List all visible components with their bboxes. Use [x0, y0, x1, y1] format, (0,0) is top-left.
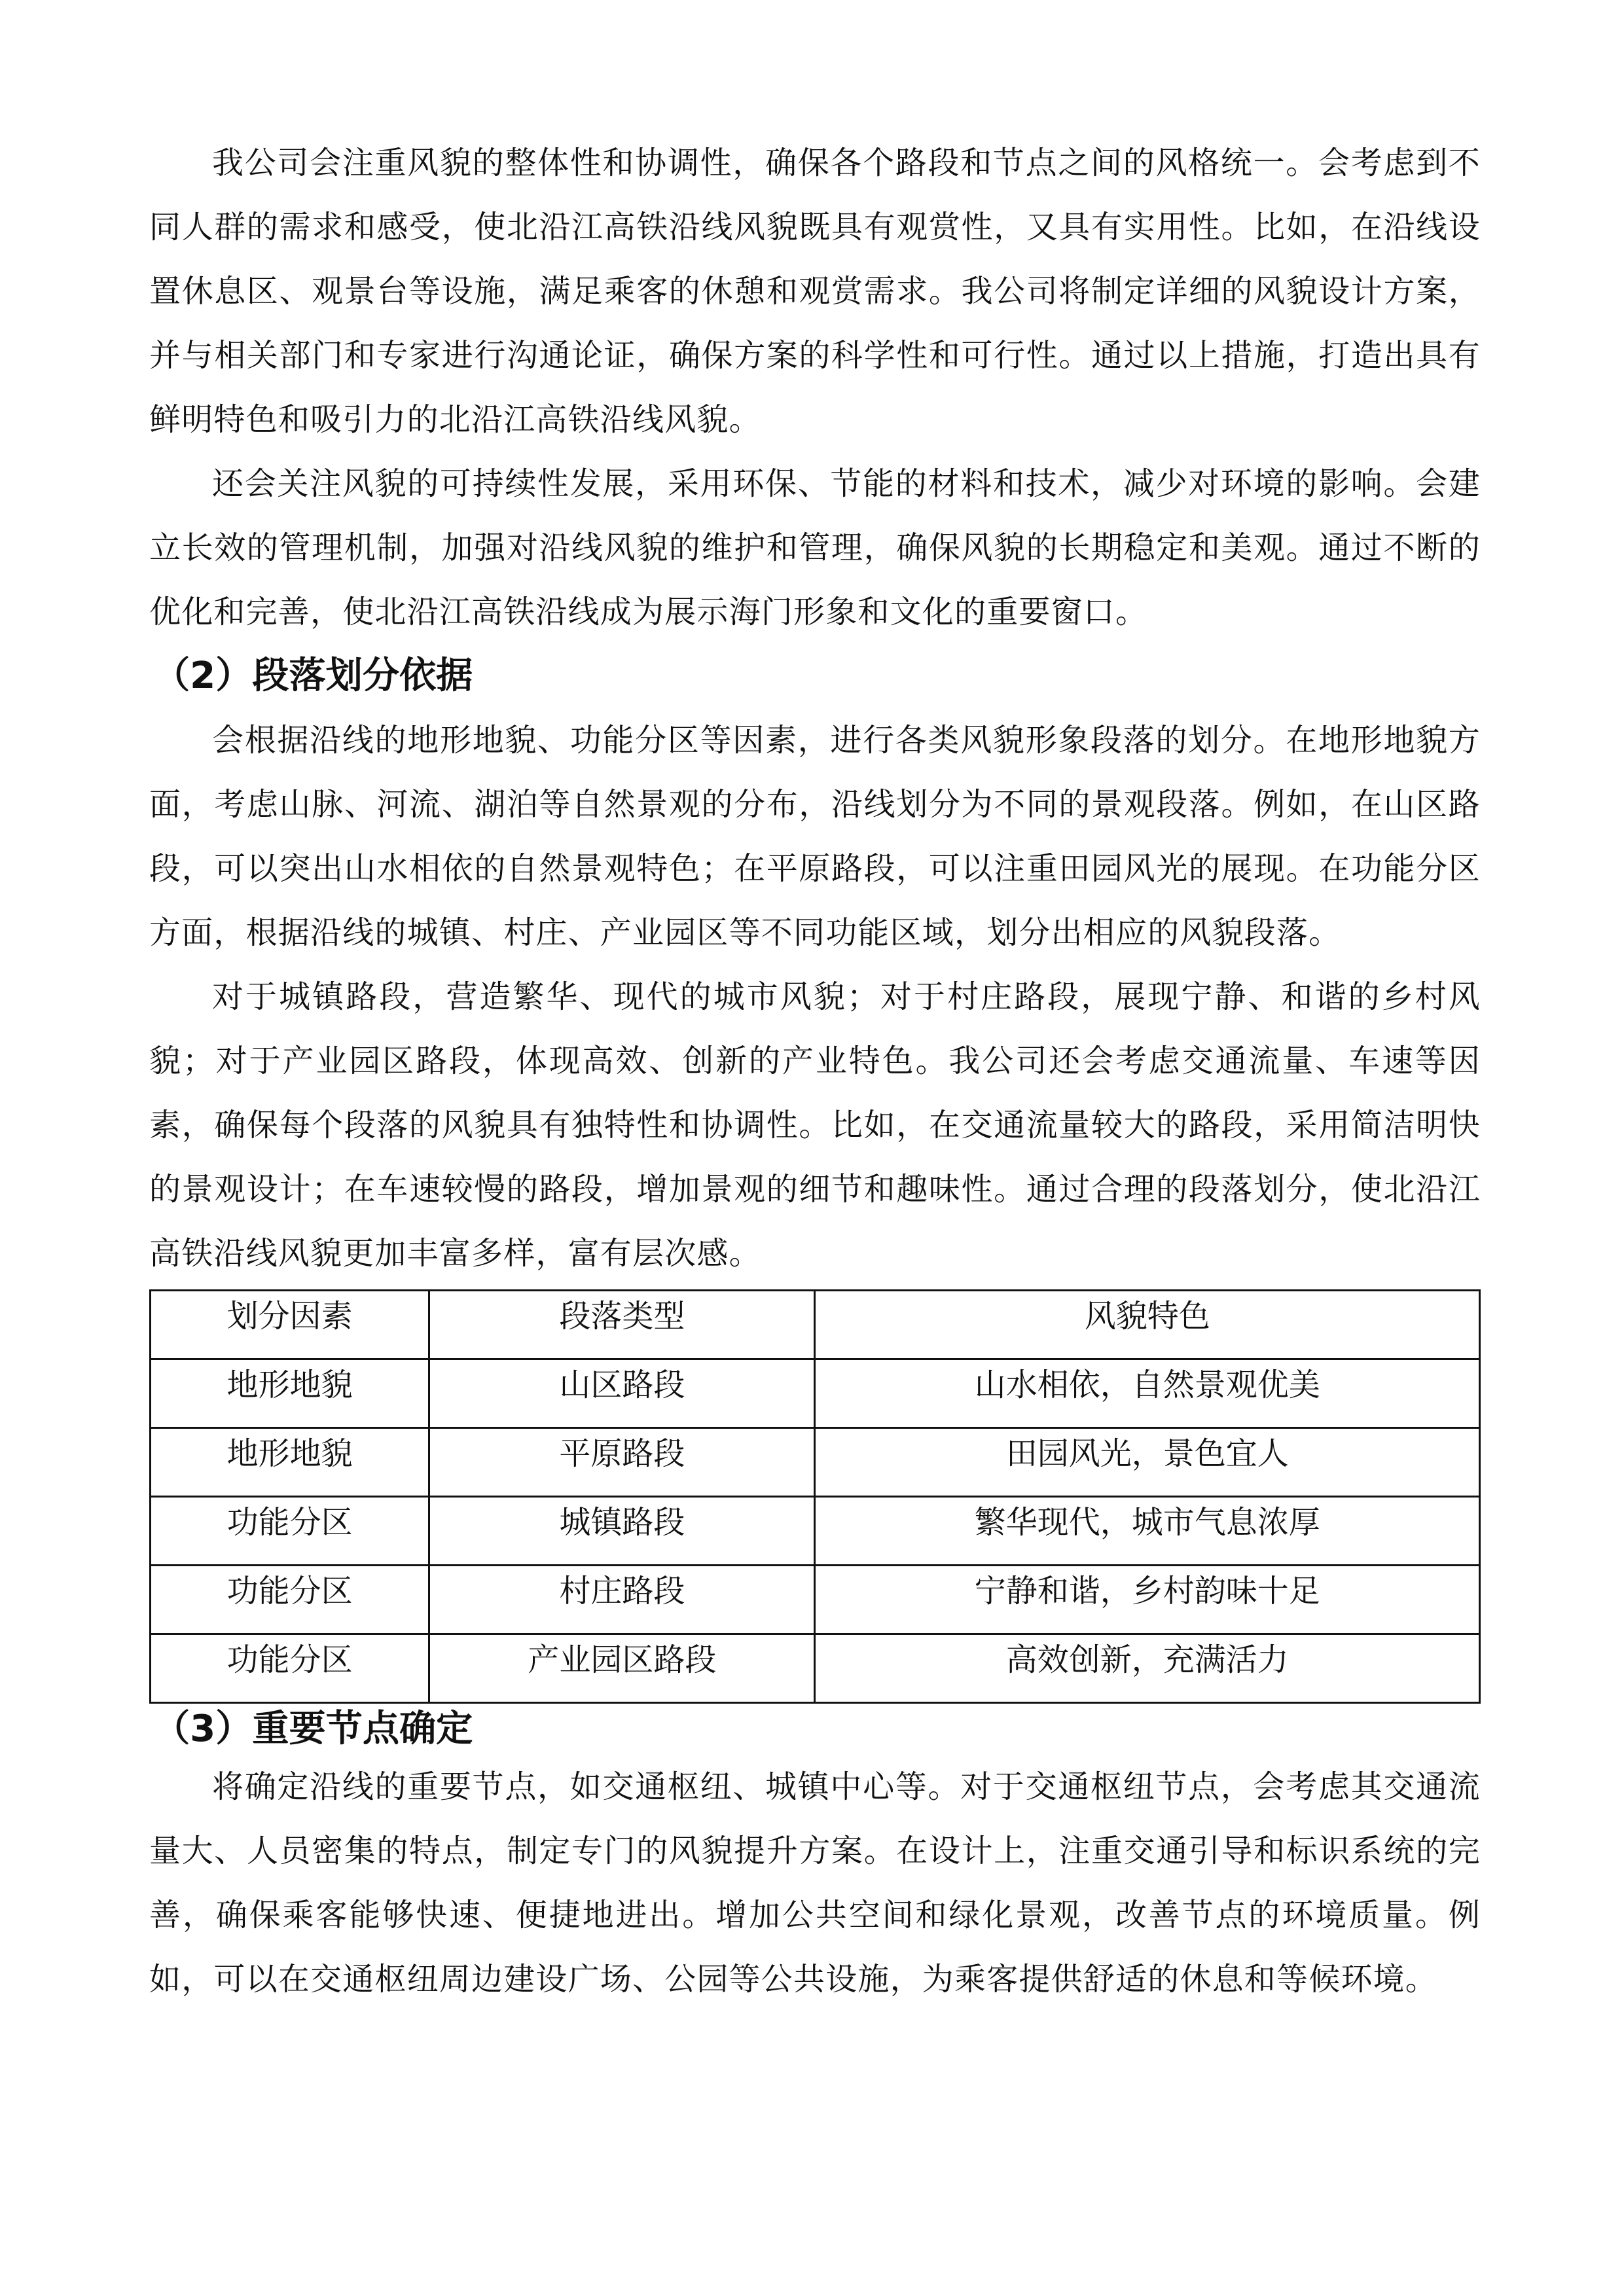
- table-row: [151, 1428, 1480, 1497]
- table-cell: 繁华现代，城市气息浓厚: [815, 1497, 1480, 1566]
- table-cell: 宁静和谐，乡村韵味十足: [815, 1566, 1480, 1634]
- table-header-cell: 段落类型: [429, 1291, 815, 1359]
- body-paragraph: 会根据沿线的地形地貌、功能分区等因素，进行各类风貌形象段落的划分。在地形地貌方面，考虑山脉、河流、湖泊等自然景观的分布，沿线划分为不同的景观段落。例如，在山区路段，可以突出山水相依的自然景观特色；在平原路段，可以注重田园风光的展现。在功能分区方面，根据沿线的城镇、村庄、产业园区等不同功能区域，划分出相应的风貌段落。: [149, 722, 1481, 951]
- table-cell: 功能分区: [151, 1566, 429, 1634]
- table-cell: 功能分区: [151, 1634, 429, 1703]
- table-header-row: [151, 1291, 1480, 1359]
- table-cell: 地形地貌: [151, 1359, 429, 1428]
- section-heading-segment-division: （2）段落划分依据: [153, 655, 473, 697]
- table-cell: 地形地貌: [151, 1428, 429, 1497]
- table-row: [151, 1634, 1480, 1703]
- body-paragraph: 将确定沿线的重要节点，如交通枢纽、城镇中心等。对于交通枢纽节点，会考虑其交通流量大、人员密集的特点，制定专门的风貌提升方案。在设计上，注重交通引导和标识系统的完善，确保乘客能够快速、便捷地进出。增加公共空间和绿化景观，改善节点的环境质量。例如，可以在交通枢纽周边建设广场、公园等公共设施，为乘客提供舒适的休息和等候环境。: [149, 1768, 1481, 1998]
- body-paragraph: 还会关注风貌的可持续性发展，采用环保、节能的材料和技术，减少对环境的影响。会建立长效的管理机制，加强对沿线风貌的维护和管理，确保风貌的长期稳定和美观。通过不断的优化和完善，使北沿江高铁沿线成为展示海门形象和文化的重要窗口。: [149, 465, 1481, 630]
- table-cell: 田园风光，景色宜人: [815, 1428, 1480, 1497]
- table-cell: 城镇路段: [429, 1497, 815, 1566]
- table-header-cell: 划分因素: [151, 1291, 429, 1359]
- table-cell: 产业园区路段: [429, 1634, 815, 1703]
- body-paragraph: 对于城镇路段，营造繁华、现代的城市风貌；对于村庄路段，展现宁静、和谐的乡村风貌；对于产业园区路段，体现高效、创新的产业特色。我公司还会考虑交通流量、车速等因素，确保每个段落的风貌具有独特性和协调性。比如，在交通流量较大的路段，采用简洁明快的景观设计；在车速较慢的路段，增加景观的细节和趣味性。通过合理的段落划分，使北沿江高铁沿线风貌更加丰富多样，富有层次感。: [149, 978, 1481, 1272]
- segment-feature-table: [149, 1289, 1481, 1704]
- table-cell: 山区路段: [429, 1359, 815, 1428]
- table-row: [151, 1566, 1480, 1634]
- table-cell: 村庄路段: [429, 1566, 815, 1634]
- table-cell: 高效创新，充满活力: [815, 1634, 1480, 1703]
- document-page: [149, 131, 1481, 2011]
- table-row: [151, 1359, 1480, 1428]
- table-cell: 功能分区: [151, 1497, 429, 1566]
- table-cell: 平原路段: [429, 1428, 815, 1497]
- table-row: [151, 1497, 1480, 1566]
- section-heading-key-nodes: （3）重要节点确定: [153, 1708, 473, 1750]
- table-cell: 山水相依，自然景观优美: [815, 1359, 1480, 1428]
- table-header-cell: 风貌特色: [815, 1291, 1480, 1359]
- body-paragraph: 我公司会注重风貌的整体性和协调性，确保各个路段和节点之间的风格统一。会考虑到不同人群的需求和感受，使北沿江高铁沿线风貌既具有观赏性，又具有实用性。比如，在沿线设置休息区、观景台等设施，满足乘客的休憩和观赏需求。我公司将制定详细的风貌设计方案，并与相关部门和专家进行沟通论证，确保方案的科学性和可行性。通过以上措施，打造出具有鲜明特色和吸引力的北沿江高铁沿线风貌。: [149, 145, 1481, 438]
